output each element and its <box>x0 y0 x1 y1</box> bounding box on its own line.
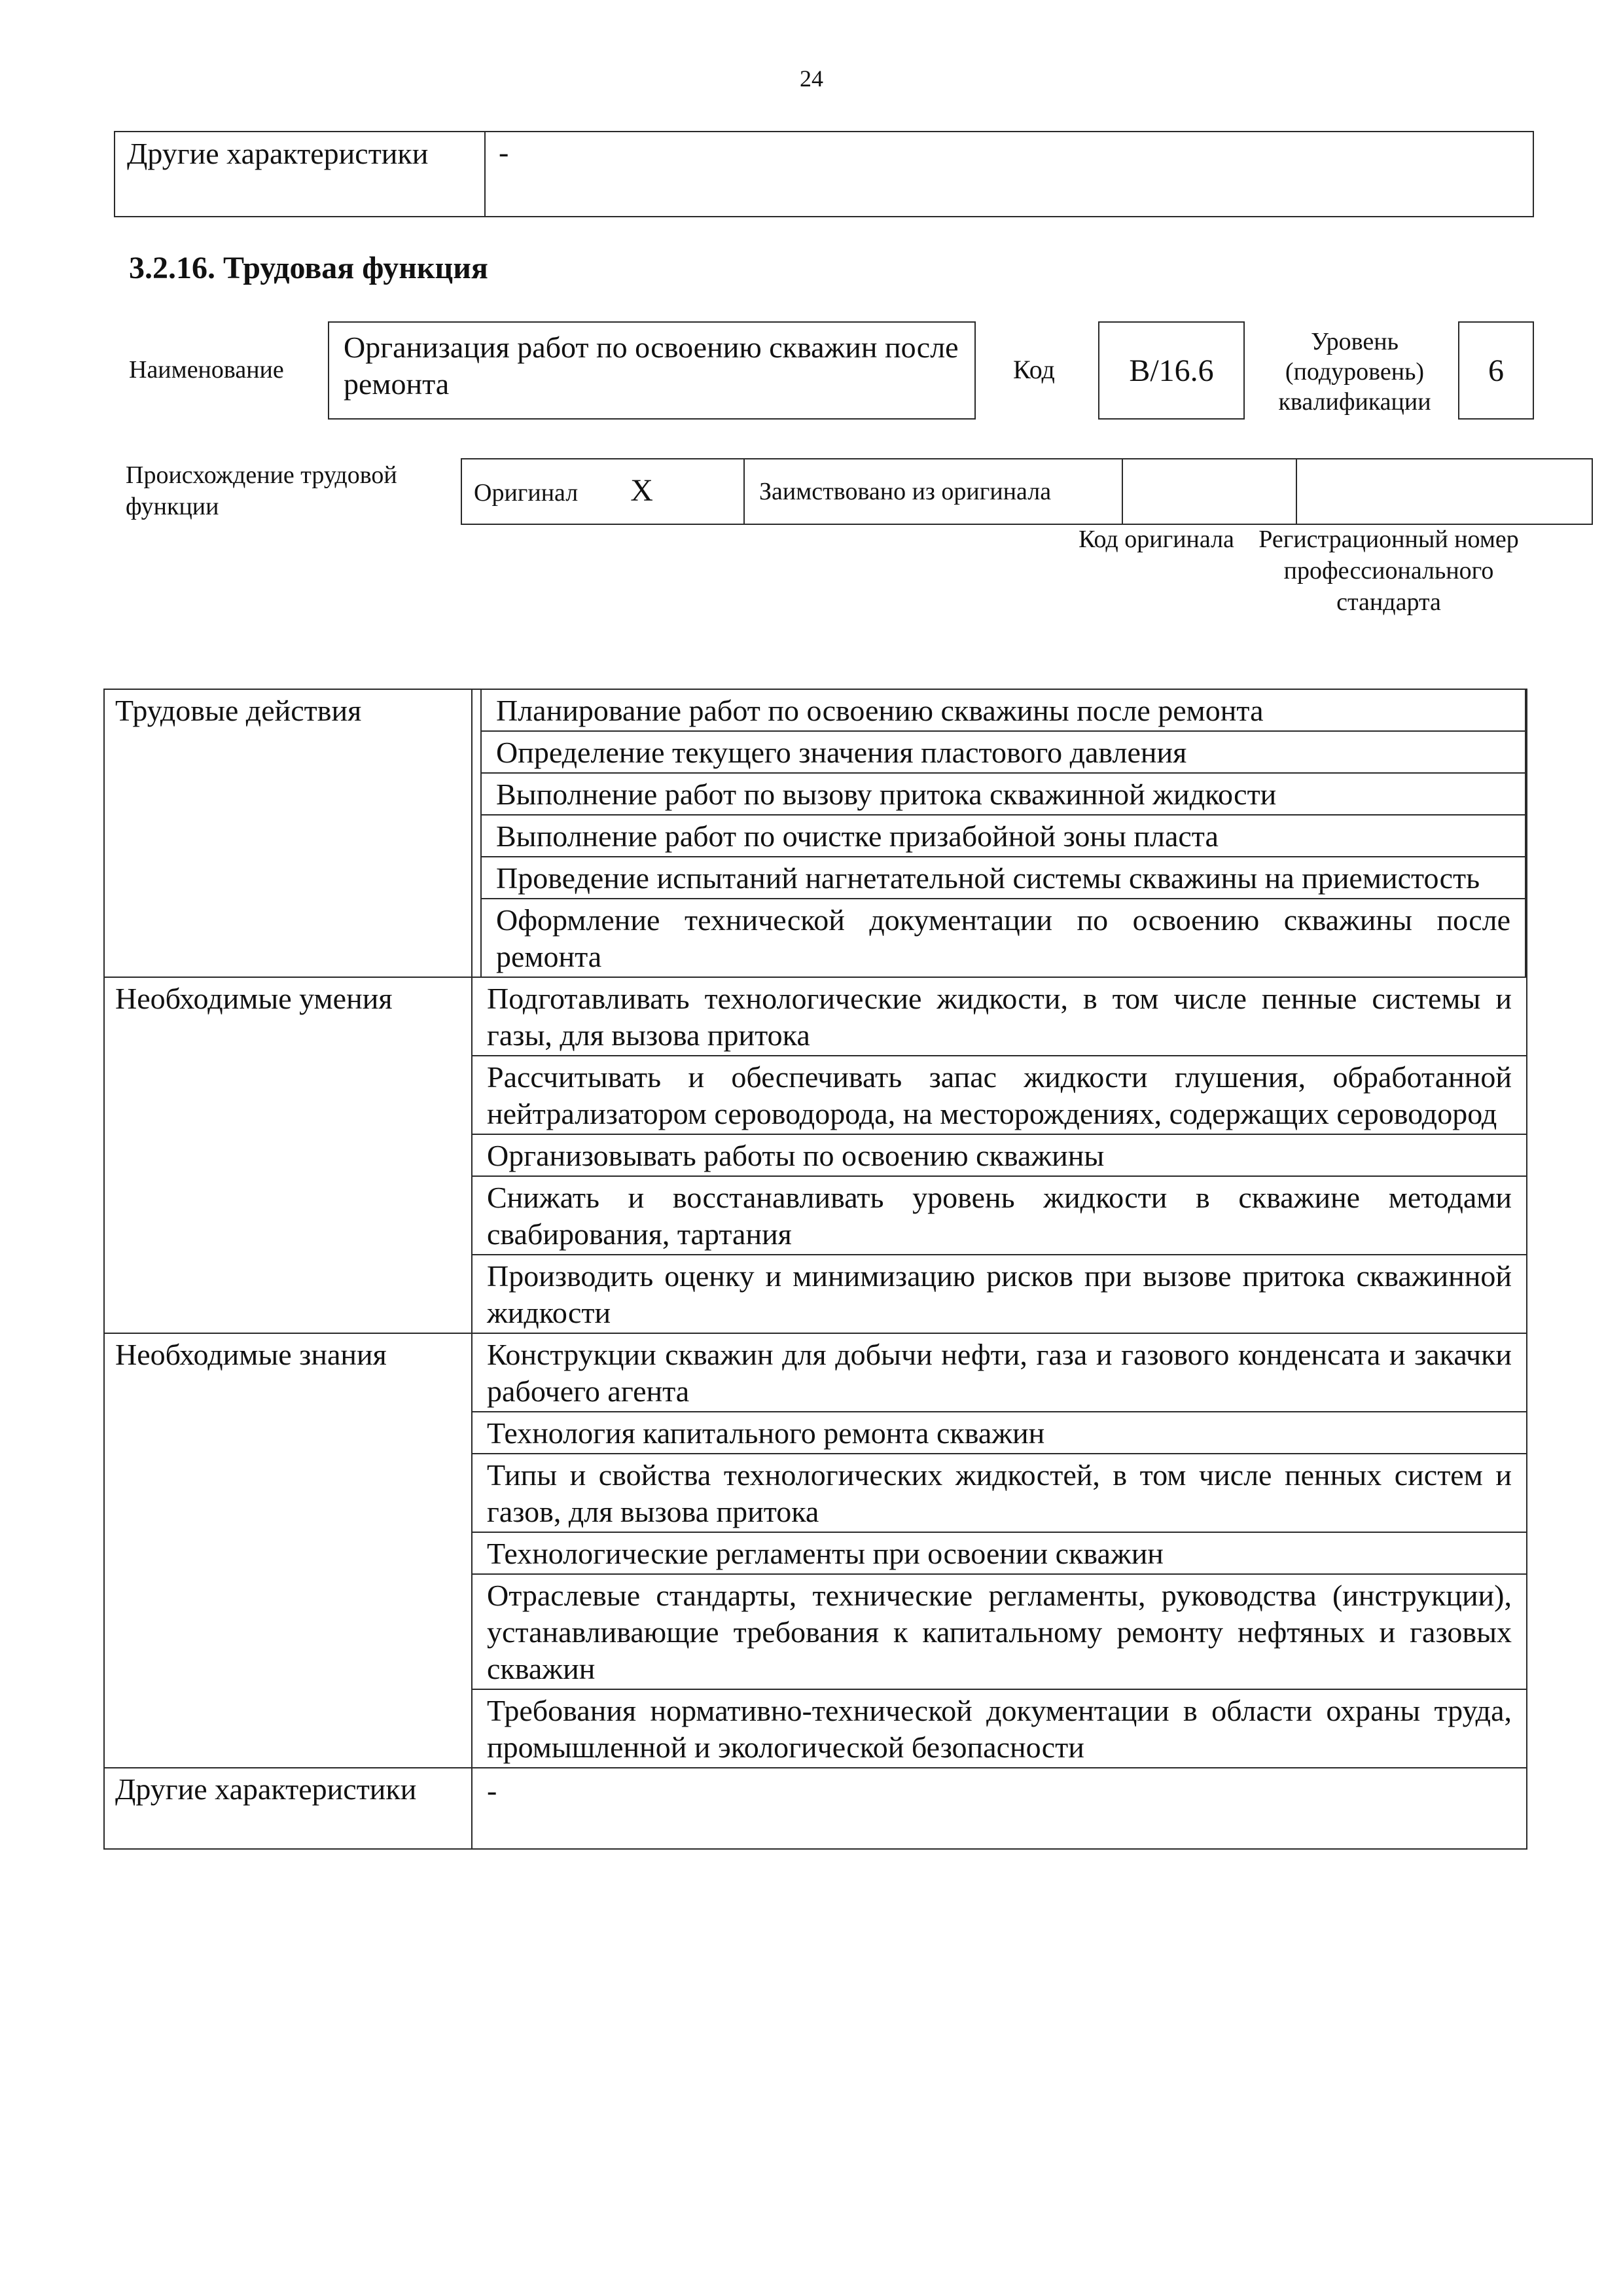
action-item: Определение текущего значения пластового давления <box>480 732 1526 774</box>
origin-original-label: Оригинал <box>474 478 579 507</box>
code-label: Код <box>1013 355 1055 384</box>
other-characteristics-value: - <box>485 132 1533 217</box>
action-item: Проведение испытаний нагнетательной системы скважины на приемистость <box>480 857 1526 899</box>
other-row <box>104 1768 1527 1849</box>
other-label: Другие характеристики <box>104 1768 472 1849</box>
function-code: B/16.6 <box>1129 353 1214 388</box>
actions-label: Трудовые действия <box>104 689 472 977</box>
level-value: 6 <box>1488 353 1504 388</box>
actions-row <box>104 689 1527 977</box>
origin-original-cell <box>461 459 744 524</box>
section-title: 3.2.16. Трудовая функция <box>129 251 488 285</box>
action-item: Выполнение работ по очистке призабойной зоны пласта <box>480 816 1526 857</box>
level-label: Уровень (подуровень) квалификации <box>1278 328 1431 416</box>
knowledge-item: Отраслевые стандарты, технические регламенты, руководства (инструкции), устанавливающие требования к капитальному ремонту нефтяных и газовых скважин <box>473 1575 1526 1690</box>
skill-item: Рассчитывать и обеспечивать запас жидкости глушения, обработанной нейтрализатором сероводорода, на месторождениях, содержащих сероводород <box>473 1056 1526 1135</box>
action-item: Оформление технической документации по освоению скважины после ремонта <box>480 899 1526 977</box>
skill-item: Снижать и восстанавливать уровень жидкости в скважине методами свабирования, тартания <box>473 1177 1526 1255</box>
origin-borrowed-cell <box>744 459 1122 524</box>
origin-reg-caption: Регистрационный номер профессионального стандарта <box>1258 526 1519 616</box>
function-name-box <box>328 321 976 420</box>
name-label: Наименование <box>129 356 284 384</box>
origin-reg-cell <box>1296 459 1592 524</box>
labor-function-table <box>103 689 1527 1850</box>
skills-label: Необходимые умения <box>104 977 472 1333</box>
origin-code-caption: Код оригинала <box>1079 526 1234 553</box>
action-item: Планирование работ по освоению скважины после ремонта <box>480 690 1526 732</box>
other-characteristics-table-top <box>114 131 1534 217</box>
knowledge-item: Технология капитального ремонта скважин <box>473 1412 1526 1454</box>
knowledge-label: Необходимые знания <box>104 1333 472 1768</box>
origin-label: Происхождение трудовой функции <box>126 461 397 520</box>
knowledge-item: Технологические регламенты при освоении скважин <box>473 1533 1526 1575</box>
knowledge-row <box>104 1333 1527 1768</box>
knowledge-item: Требования нормативно-технической документации в области охраны труда, промышленной и экологической безопасности <box>487 1694 1512 1764</box>
knowledge-item: Типы и свойства технологических жидкостей, в том числе пенных систем и газов, для вызова притока <box>473 1454 1526 1533</box>
origin-mark: X <box>630 473 653 508</box>
other-characteristics-label: Другие характеристики <box>115 132 485 217</box>
skill-item: Организовывать работы по освоению скважины <box>473 1135 1526 1177</box>
skills-cell <box>472 977 1527 1333</box>
actions-cell <box>472 689 1527 977</box>
other-cell <box>472 1768 1527 1849</box>
function-name: Организация работ по освоению скважин после ремонта <box>344 331 959 401</box>
action-item: Выполнение работ по вызову притока скважинной жидкости <box>480 774 1526 816</box>
other-value: - <box>487 1774 497 1807</box>
level-box <box>1458 321 1534 420</box>
origin-borrowed-label: Заимствовано из оригинала <box>759 478 1052 505</box>
skill-item: Производить оценку и минимизацию рисков при вызове притока скважинной жидкости <box>487 1259 1512 1329</box>
origin-code-cell <box>1122 459 1296 524</box>
knowledge-cell <box>472 1333 1527 1768</box>
skill-item: Подготавливать технологические жидкости, в том числе пенные системы и газы, для вызова притока <box>473 978 1526 1056</box>
origin-table <box>461 458 1593 525</box>
knowledge-item: Конструкции скважин для добычи нефти, газа и газового конденсата и закачки рабочего агента <box>473 1334 1526 1412</box>
skills-row <box>104 977 1527 1333</box>
function-code-box <box>1098 321 1245 420</box>
page-number: 24 <box>800 65 823 92</box>
